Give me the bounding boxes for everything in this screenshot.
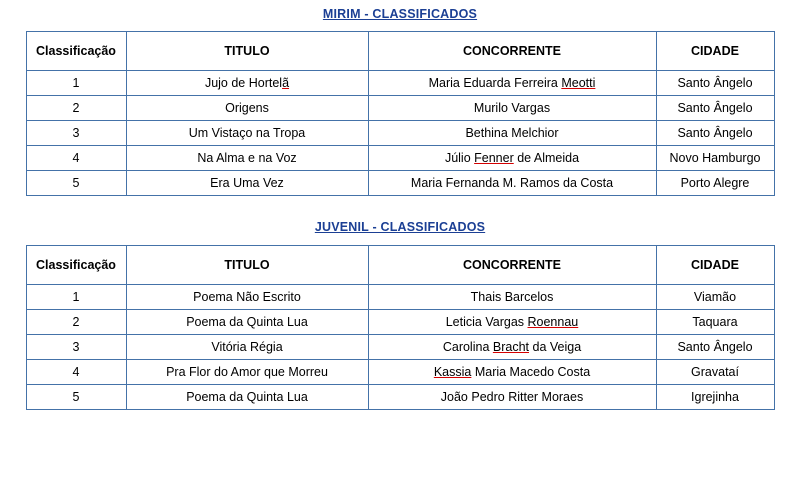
cell-titulo-text: Na Alma e na Voz [197,151,297,165]
table-header-row [26,32,774,71]
cell-cidade: Porto Alegre [656,171,774,196]
cell-titulo [126,335,368,360]
cell-concorrente-text-post: Maria Macedo Costa [471,365,591,379]
column-header-titulo: TITULO [126,32,368,71]
cell-titulo-flagged: ã [282,76,290,90]
cell-classificacao: 5 [26,171,126,196]
table-row [26,360,774,385]
cell-concorrente-text: Murilo Vargas [473,101,551,115]
table-body-juvenil [26,285,774,410]
cell-concorrente [368,71,656,96]
cell-concorrente-text-post: de Almeida [513,151,580,165]
cell-concorrente [368,146,656,171]
cell-titulo-text: Vitória Régia [211,340,283,354]
cell-cidade: Igrejinha [656,385,774,410]
table-row [26,121,774,146]
cell-titulo-text: Jujo de Hortel [204,76,283,90]
cell-classificacao: 4 [26,360,126,385]
cell-concorrente [368,385,656,410]
cell-concorrente [368,96,656,121]
column-header-concorrente: CONCORRENTE [368,246,656,285]
column-header-cidade: CIDADE [656,32,774,71]
cell-concorrente-text: João Pedro Ritter Moraes [440,390,584,404]
cell-concorrente-text: Júlio [444,151,475,165]
table-row [26,310,774,335]
table-row [26,285,774,310]
cell-titulo [126,96,368,121]
column-header-cidade: CIDADE [656,246,774,285]
cell-concorrente-text: Maria Fernanda M. Ramos da Costa [410,176,614,190]
table-row [26,385,774,410]
cell-concorrente-text-post: da Veiga [529,340,582,354]
cell-titulo-text: Origens [225,101,269,115]
cell-concorrente [368,121,656,146]
cell-classificacao: 2 [26,96,126,121]
cell-concorrente-flagged: Fenner [474,151,514,165]
cell-titulo [126,146,368,171]
cell-cidade: Viamão [656,285,774,310]
cell-titulo [126,121,368,146]
table-row [26,146,774,171]
cell-concorrente-flagged: Kassia [433,365,472,379]
cell-titulo-text: Era Uma Vez [210,176,284,190]
cell-titulo-text: Poema da Quinta Lua [186,315,308,329]
results-table-juvenil [26,245,775,410]
cell-titulo [126,385,368,410]
section-title-juvenil: JUVENIL - CLASSIFICADOS [314,220,486,234]
section-title-mirim: MIRIM - CLASSIFICADOS [322,7,478,21]
cell-concorrente-text: Thais Barcelos [470,290,554,304]
cell-titulo [126,285,368,310]
cell-classificacao: 5 [26,385,126,410]
cell-titulo-text: Um Vistaço na Tropa [188,126,306,140]
cell-titulo-text: Poema Não Escrito [193,290,301,304]
cell-classificacao: 3 [26,335,126,360]
cell-classificacao: 3 [26,121,126,146]
cell-concorrente-text: Carolina [442,340,493,354]
cell-titulo [126,310,368,335]
column-header-classificacao: Classificação [26,246,126,285]
cell-classificacao: 4 [26,146,126,171]
cell-cidade: Santo Ângelo [656,96,774,121]
section-juvenil [0,196,800,410]
column-header-titulo: TITULO [126,246,368,285]
cell-concorrente-text: Leticia Vargas [445,315,528,329]
cell-classificacao: 1 [26,71,126,96]
cell-titulo [126,171,368,196]
table-row [26,96,774,121]
table-body-mirim [26,71,774,196]
cell-cidade: Novo Hamburgo [656,146,774,171]
cell-classificacao: 2 [26,310,126,335]
table-row [26,71,774,96]
cell-titulo-text: Pra Flor do Amor que Morreu [166,365,328,379]
table-header-mirim [26,32,774,71]
table-row [26,335,774,360]
table-header-juvenil [26,246,774,285]
column-header-classificacao: Classificação [26,32,126,71]
cell-concorrente-text: Bethina Melchior [465,126,559,140]
cell-cidade: Santo Ângelo [656,71,774,96]
cell-concorrente [368,335,656,360]
table-row [26,171,774,196]
cell-concorrente-text: Maria Eduarda Ferreira [428,76,562,90]
cell-titulo [126,360,368,385]
cell-concorrente-flagged: Meotti [561,76,596,90]
cell-concorrente [368,171,656,196]
table-header-row [26,246,774,285]
column-header-concorrente: CONCORRENTE [368,32,656,71]
cell-cidade: Taquara [656,310,774,335]
cell-concorrente [368,285,656,310]
cell-concorrente [368,360,656,385]
results-table-mirim [26,31,775,196]
cell-cidade: Gravataí [656,360,774,385]
cell-classificacao: 1 [26,285,126,310]
cell-concorrente [368,310,656,335]
section-mirim [0,0,800,196]
cell-cidade: Santo Ângelo [656,121,774,146]
cell-concorrente-flagged: Roennau [527,315,579,329]
cell-titulo [126,71,368,96]
cell-cidade: Santo Ângelo [656,335,774,360]
cell-titulo-text: Poema da Quinta Lua [186,390,308,404]
cell-concorrente-flagged: Bracht [492,340,530,354]
